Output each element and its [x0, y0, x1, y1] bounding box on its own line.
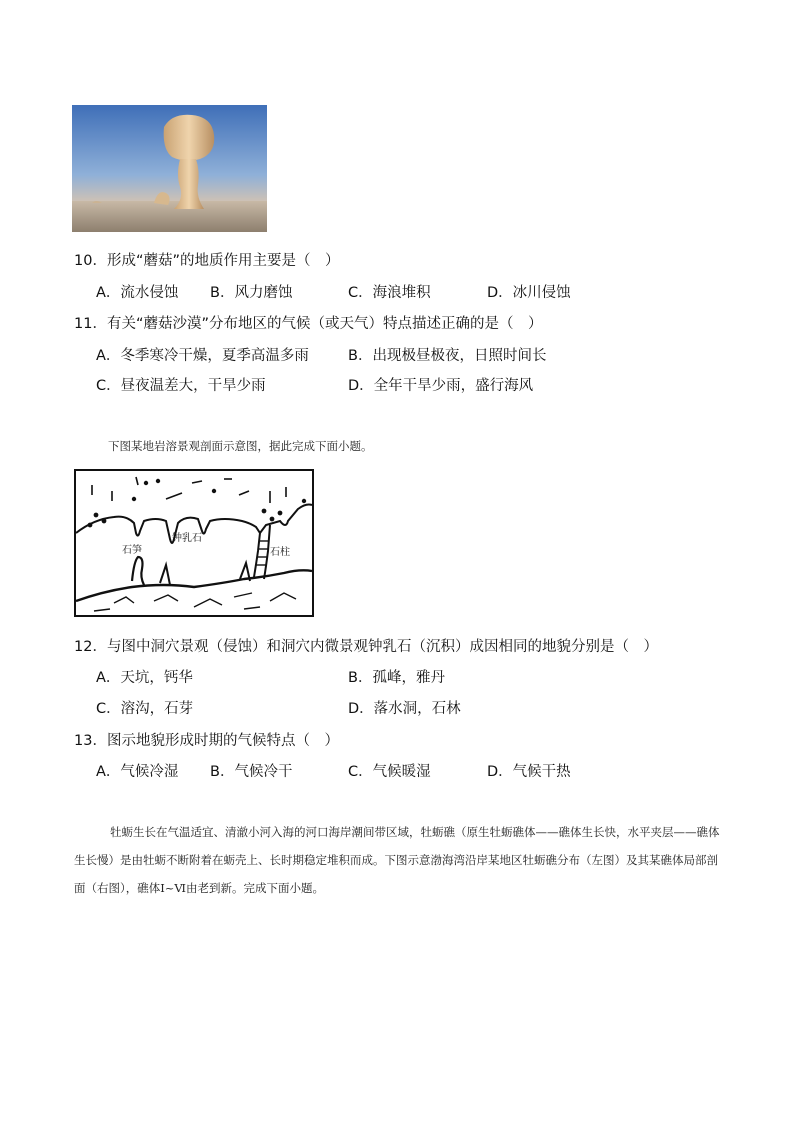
q11-option-b[interactable]: B．出现极昼极夜，日照时间长: [348, 348, 547, 364]
karst-intro: 下图某地岩溶景观剖面示意图，据此完成下面小题。: [108, 439, 373, 453]
q10-option-c[interactable]: C．海浪堆积: [348, 285, 431, 301]
q12-option-a[interactable]: A．天坑，钙华: [96, 670, 193, 686]
q13-option-d[interactable]: D．气候干热: [487, 764, 571, 780]
question-11-stem: 11．有关“蘑菇沙漠”分布地区的气候（或天气）特点描述正确的是（ ）: [74, 316, 543, 332]
question-12-stem: 12．与图中洞穴景观（侵蚀）和洞穴内微景观钟乳石（沉积）成因相同的地貌分别是（ ）: [74, 639, 658, 655]
oyster-reef-intro: 牡蛎生长在气温适宜、清澈小河入海的河口海岸潮间带区域，牡蛎礁（原生牡蛎礁体——礁体生长快，水平夹层——礁体生长慢）是由牡蛎不断附着在蛎壳上、长时期稳定堆积而成。下图示意渤海湾沿岸某地区牡蛎礁分布（左图）及其某礁体局部剖面（右图），礁体Ⅰ~Ⅵ由老到新。完成下面小题。: [74, 825, 720, 895]
q13-option-a[interactable]: A．气候冷湿: [96, 764, 179, 780]
question-10-stem: 10．形成“蘑菇”的地质作用主要是（ ）: [74, 253, 340, 269]
mushroom-rock-image: [72, 105, 267, 232]
label-stone-pillar: 石柱: [270, 547, 290, 558]
q12-option-b[interactable]: B．孤峰，雅丹: [348, 670, 445, 686]
q10-option-a[interactable]: A．流水侵蚀: [96, 285, 179, 301]
q13-option-c[interactable]: C．气候暖湿: [348, 764, 431, 780]
karst-cave-diagram: [74, 469, 314, 617]
label-stalagmite: 石笋: [122, 545, 142, 556]
q11-option-d[interactable]: D．全年干旱少雨，盛行海风: [348, 378, 534, 394]
q12-option-c[interactable]: C．溶沟，石芽: [96, 701, 194, 717]
q11-option-c[interactable]: C．昼夜温差大，干旱少雨: [96, 378, 266, 394]
q11-option-a[interactable]: A．冬季寒冷干燥，夏季高温多雨: [96, 348, 309, 364]
karst-cave-svg: [74, 469, 314, 617]
mushroom-rock-photo: [72, 105, 267, 232]
q10-option-d[interactable]: D．冰川侵蚀: [487, 285, 571, 301]
q12-option-d[interactable]: D．落水洞，石林: [348, 701, 461, 717]
q10-option-b[interactable]: B．风力磨蚀: [210, 285, 293, 301]
q13-option-b[interactable]: B．气候冷干: [210, 764, 293, 780]
label-stalactite: 钟乳石: [172, 533, 202, 544]
question-13-stem: 13．图示地貌形成时期的气候特点（ ）: [74, 733, 339, 749]
